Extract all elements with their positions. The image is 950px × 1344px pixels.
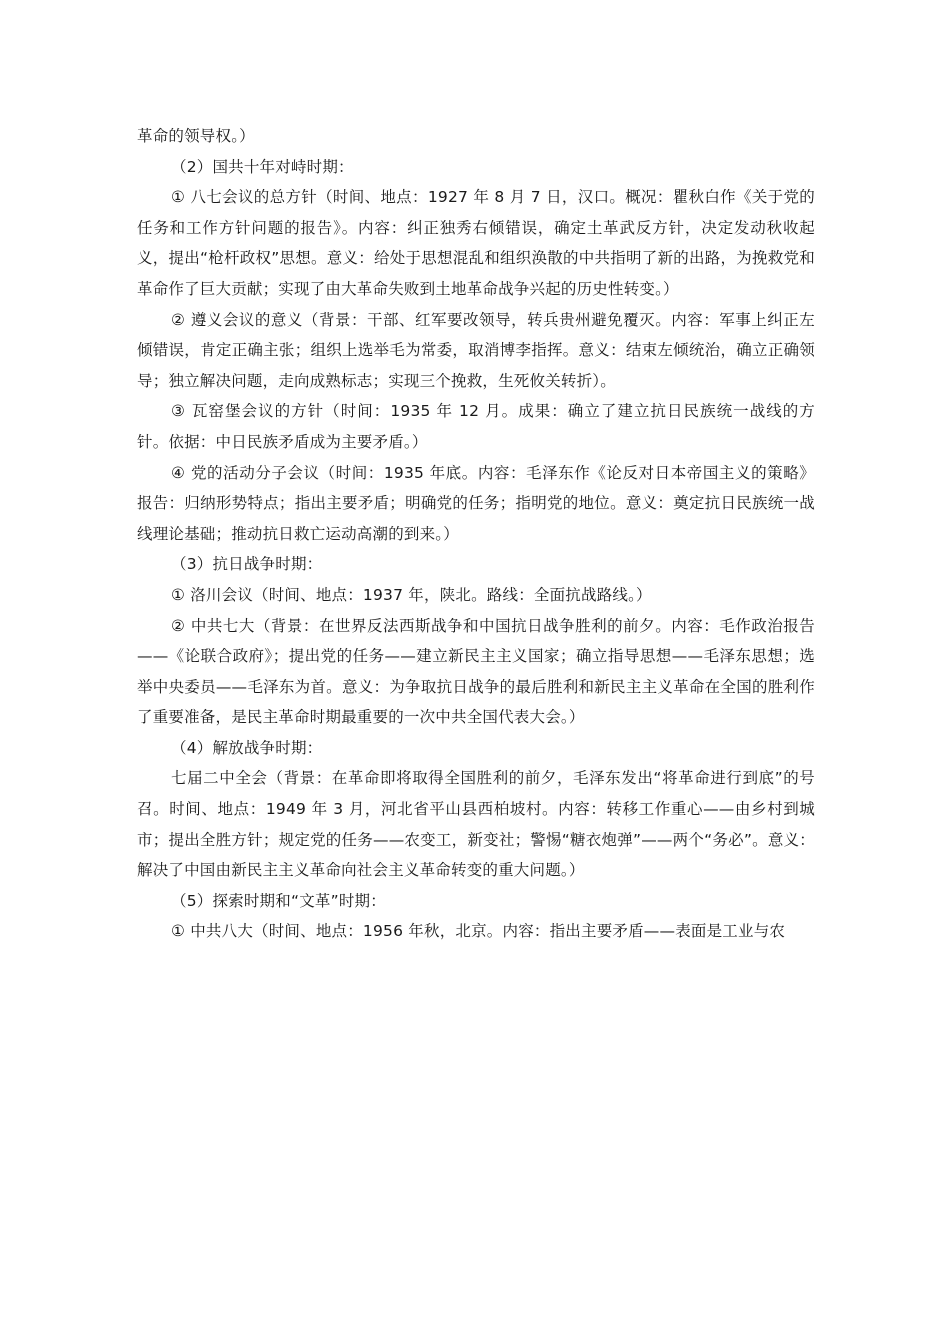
section-heading-anti-japanese-war: （3）抗日战争时期： <box>171 555 323 574</box>
paragraph-second-plenum: 七届二中全会（背景：在革命即将取得全国胜利的前夕，毛泽东发出“将革命进行到底”的号召。时间、地点：1949 年 3 月，河北省平山县西柏坡村。内容：转移工作重心——由乡村到城市；提出全胜方针；规定党的任务——农变工，新变社；警惕“糖衣炮弹”——两个“务必”。意义：解决了中国由新民主主义革命向社会主义革命转变的重大问题。） <box>137 769 815 880</box>
document-body <box>137 121 815 947</box>
paragraph-seventh-congress: ② 中共七大（背景：在世界反法西斯战争和中国抗日战争胜利的前夕。内容：毛作政治报告——《论联合政府》；提出党的任务——建立新民主主义国家；确立指导思想——毛泽东思想；选举中央委员——毛泽东为首。意义：为争取抗日战争的最后胜利和新民主主义革命在全国的胜利作了重要准备，是民主革命时期最重要的一次中共全国代表大会。） <box>137 616 815 727</box>
paragraph-august-seventh-meeting: ① 八七会议的总方针（时间、地点：1927 年 8 月 7 日，汉口。概况：瞿秋白作《关于党的任务和工作方针问题的报告》。内容：纠正独秀右倾错误，确定土革武反方针，决定发动秋收起义，提出“枪杆政权”思想。意义：给处于思想混乱和组织涣散的中共指明了新的出路，为挽救党和革命作了巨大贡献；实现了由大革命失败到土地革命战争兴起的历史性转变。） <box>137 188 815 298</box>
paragraph-continuation: 革命的领导权。） <box>137 127 255 145</box>
paragraph-eighth-congress: ① 中共八大（时间、地点：1956 年秋，北京。内容：指出主要矛盾——表面是工业与农 <box>171 922 786 941</box>
section-heading-ten-year-confrontation: （2）国共十年对峙时期： <box>171 157 354 176</box>
paragraph-wayaobu-meeting: ③ 瓦窑堡会议的方针（时间：1935 年 12 月。成果：确立了建立抗日民族统一战线的方针。依据：中日民族矛盾成为主要矛盾。） <box>137 402 815 451</box>
section-heading-exploration-period: （5）探索时期和“文革”时期： <box>171 891 386 910</box>
paragraph-luochuan-meeting: ① 洛川会议（时间、地点：1937 年，陕北。路线：全面抗战路线。） <box>171 585 652 604</box>
paragraph-activists-meeting: ④ 党的活动分子会议（时间：1935 年底。内容：毛泽东作《论反对日本帝国主义的策略》报告：归纳形势特点；指出主要矛盾；明确党的任务；指明党的地位。意义：奠定抗日民族统一战线理论基础；推动抗日救亡运动高潮的到来。） <box>137 463 815 543</box>
section-heading-liberation-war: （4）解放战争时期： <box>171 738 323 757</box>
paragraph-zunyi-meeting: ② 遵义会议的意义（背景：干部、红军要改领导，转兵贵州避免覆灭。内容：军事上纠正左倾错误，肯定正确主张；组织上选举毛为常委，取消博李指挥。意义：结束左倾统治，确立正确领导；独立解决问题，走向成熟标志；实现三个挽救，生死攸关转折）。 <box>137 310 815 390</box>
